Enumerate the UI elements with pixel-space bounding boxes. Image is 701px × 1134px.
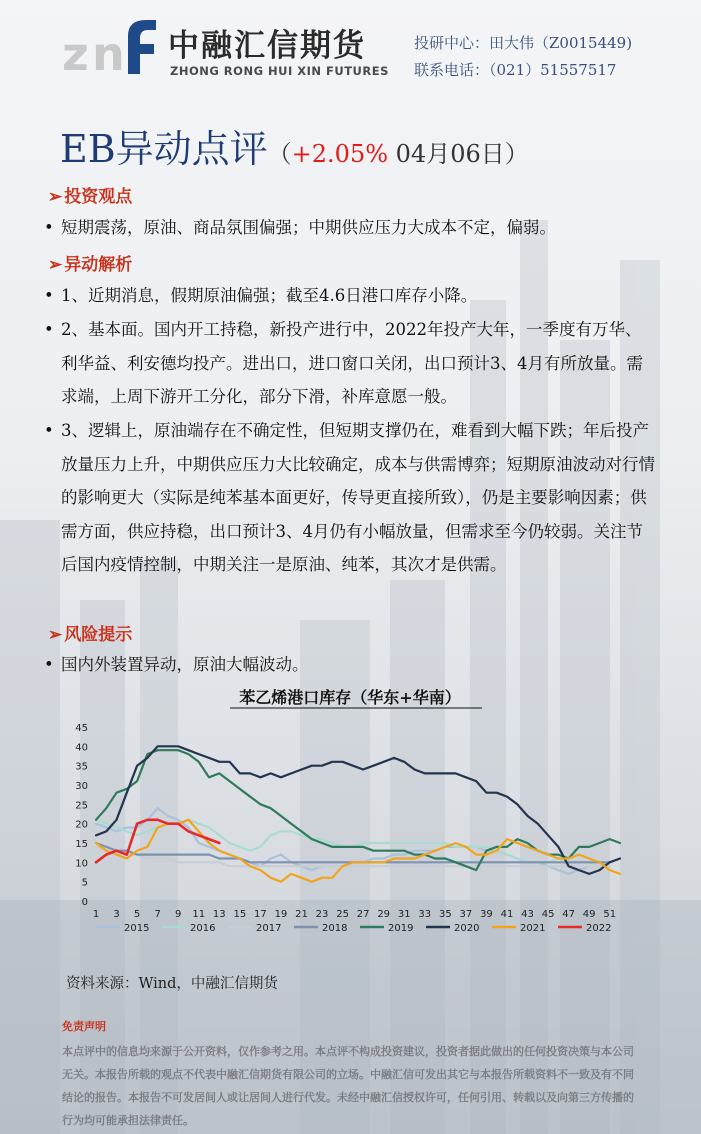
y-tick-label: 5 [81, 877, 88, 889]
x-tick-label: 21 [295, 909, 308, 920]
x-tick-label: 45 [541, 909, 555, 920]
company-logo-icon [62, 14, 158, 78]
y-tick-label: 10 [75, 858, 88, 870]
title-close-paren: ） [504, 140, 529, 168]
bullet-icon: • [44, 218, 54, 237]
page-title [60, 118, 529, 173]
x-tick-label: 3 [113, 909, 120, 920]
analysis-item-text: 1、近期消息，假期原油偏强；截至4.6日港口库存小降。 [61, 286, 478, 305]
chart-title: 苯乙烯港口库存（华东+华南） [239, 688, 461, 707]
svg-text:z: z [62, 27, 89, 78]
risk-item-text: 国内外装置异动，原油大幅波动。 [61, 655, 309, 674]
legend-label: 2022 [586, 923, 612, 934]
x-tick-label: 25 [336, 909, 349, 920]
risk-heading-label: 风险提示 [64, 625, 133, 645]
list-item [44, 648, 656, 682]
x-tick-label: 17 [254, 909, 267, 920]
x-tick-label: 9 [175, 909, 182, 920]
arrow-icon: ➢ [48, 255, 63, 275]
svg-text:n: n [92, 27, 125, 78]
title-date: 04月06日 [388, 140, 505, 168]
list-item [44, 211, 656, 245]
x-tick-label: 33 [418, 909, 432, 920]
x-tick-label: 5 [133, 909, 141, 920]
title-main: EB异动点评 [60, 127, 268, 171]
legend-label: 2018 [322, 923, 348, 934]
legend-label: 2015 [124, 923, 150, 934]
x-tick-label: 47 [562, 909, 575, 920]
y-tick-label: 45 [75, 723, 88, 734]
x-tick-label: 7 [154, 909, 161, 920]
legend-label: 2020 [454, 923, 480, 934]
inventory-line-chart [60, 683, 640, 943]
data-source-note: 资料来源：Wind，中融汇信期货 [66, 976, 278, 992]
x-tick-label: 1 [92, 909, 100, 920]
x-tick-label: 43 [521, 909, 534, 920]
x-tick-label: 15 [233, 909, 247, 920]
list-item [44, 279, 656, 313]
logo-english-name: ZHONG RONG HUI XIN FUTURES [170, 64, 389, 78]
arrow-icon: ➢ [48, 625, 63, 645]
disclaimer-body: 本点评中的信息均来源于公开资料，仅作参考之用。本点评不构成投资建议，投资者据此做出的任何投资决策与本公司无关。本报告所载的观点不代表中融汇信期货有限公司的立场。中融汇信可发出其它与本报告所载资料不一致及有不同结论的报告。本报告不可发居间人或让居间人进行代发。未经中融汇信授权许可，任何引用、转载以及向第三方传播的行为均可能承担法律责任。 [62, 1045, 634, 1127]
x-tick-label: 11 [192, 909, 206, 920]
analysis-item-text: 3、逻辑上，原油端存在不确定性，但短期支撑仍在，难看到大幅下跌；年后投产放量压力上升，中期供应压力大比较确定，成本与供需博弈；短期原油波动对行情的影响更大（实际是纯苯基本面更好，传导更直接所致），仍是主要影响因素；供需方面，供应持稳，出口预计3、4月仍有小幅放量，但需求至今仍较弱。关注节后国内疫情控制，中期关注一是原油、纯苯，其次才是供需。 [61, 421, 655, 574]
x-tick-label: 41 [500, 909, 514, 920]
y-tick-label: 20 [75, 819, 88, 831]
x-tick-label: 29 [377, 909, 391, 920]
x-tick-label: 19 [274, 909, 288, 920]
x-tick-label: 31 [397, 909, 411, 920]
x-tick-label: 27 [356, 909, 370, 920]
view-heading-label: 投资观点 [64, 187, 133, 207]
price-change-percent: +2.05% [291, 140, 389, 168]
y-tick-label: 25 [75, 800, 88, 812]
x-tick-label: 49 [582, 909, 596, 920]
analysis-item-text: 2、基本面。国内开工持稳，新投产进行中，2022年投产大年，一季度有万华、利华益、利安德均投产。进出口，进口窗口关闭，出口预计3、4月有所放量。需求端，上周下游开工分化，部分下滑，补库意愿一般。 [61, 320, 643, 406]
disclaimer-title: 免责声明 [62, 1020, 106, 1033]
y-tick-label: 35 [75, 761, 88, 773]
x-tick-label: 51 [603, 909, 617, 920]
x-tick-label: 23 [315, 909, 329, 920]
legend-label: 2016 [190, 923, 216, 934]
bullet-icon: • [44, 320, 54, 339]
y-tick-label: 15 [75, 839, 88, 850]
x-tick-label: 35 [438, 909, 452, 920]
contact-researcher: 投研中心：田大伟（Z0015449) [414, 34, 633, 52]
legend-label: 2021 [520, 923, 546, 934]
y-tick-label: 40 [75, 742, 88, 754]
x-tick-label: 13 [212, 909, 226, 920]
bullet-icon: • [44, 655, 54, 674]
y-tick-label: 0 [81, 897, 88, 908]
title-open-paren: （ [267, 140, 292, 168]
legend-label: 2017 [256, 923, 282, 934]
logo-chinese-name: 中融汇信期货 [168, 28, 366, 64]
list-item [44, 313, 656, 414]
x-tick-label: 37 [459, 909, 473, 920]
arrow-icon: ➢ [48, 187, 63, 207]
legend-label: 2019 [388, 923, 414, 934]
bullet-icon: • [44, 421, 54, 440]
view-item-text: 短期震荡，原油、商品氛围偏强；中期供应压力大成本不定，偏弱。 [61, 218, 556, 237]
bullet-icon: • [44, 286, 54, 305]
section-heading-view [48, 182, 132, 207]
list-item [44, 414, 656, 582]
contact-phone: 联系电话：（021）51557517 [414, 61, 617, 79]
x-tick-label: 39 [480, 909, 493, 920]
section-heading-risk [48, 620, 132, 645]
section-heading-analysis [48, 250, 132, 275]
analysis-heading-label: 异动解析 [64, 255, 133, 275]
y-tick-label: 30 [75, 781, 88, 792]
